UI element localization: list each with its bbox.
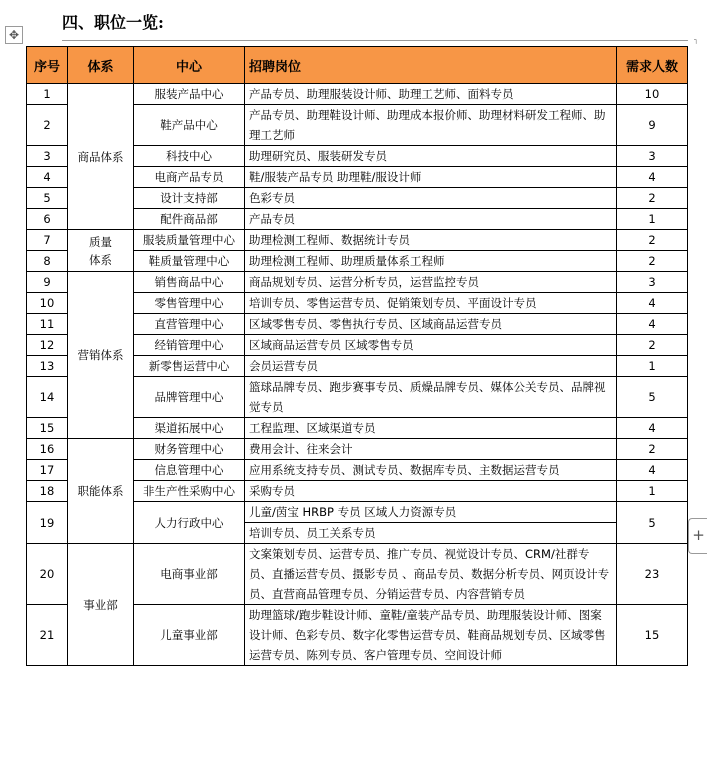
row-no: 4 (27, 167, 68, 188)
header-count: 需求人数 (617, 47, 688, 84)
count-cell: 5 (617, 502, 688, 544)
table-row (27, 230, 688, 251)
center-cell: 信息管理中心 (134, 460, 245, 481)
positions-cell: 助理检测工程师、数据统计专员 (245, 230, 617, 251)
table-row (27, 84, 688, 105)
system-cell: 营销体系 (68, 272, 134, 439)
header-center: 中心 (134, 47, 245, 84)
header-system: 体系 (68, 47, 134, 84)
center-cell: 直营管理中心 (134, 314, 245, 335)
center-cell: 品牌管理中心 (134, 377, 245, 418)
positions-cell: 产品专员、助理鞋设计师、助理成本报价师、助理材料研发工程师、助理工艺师 (245, 105, 617, 146)
center-cell: 经销管理中心 (134, 335, 245, 356)
center-cell: 鞋产品中心 (134, 105, 245, 146)
count-cell: 4 (617, 293, 688, 314)
center-cell: 服装质量管理中心 (134, 230, 245, 251)
positions-cell: 产品专员 (245, 209, 617, 230)
center-cell: 新零售运营中心 (134, 356, 245, 377)
table-row (27, 439, 688, 460)
row-no: 6 (27, 209, 68, 230)
center-cell: 设计支持部 (134, 188, 245, 209)
count-cell: 2 (617, 251, 688, 272)
positions-cell: 采购专员 (245, 481, 617, 502)
count-cell: 1 (617, 209, 688, 230)
count-cell: 2 (617, 230, 688, 251)
positions-cell: 篮球品牌专员、跑步赛事专员、质燥品牌专员、媒体公关专员、品牌视觉专员 (245, 377, 617, 418)
count-cell: 10 (617, 84, 688, 105)
table-row (27, 544, 688, 605)
center-cell: 非生产性采购中心 (134, 481, 245, 502)
row-no: 3 (27, 146, 68, 167)
positions-cell: 区域商品运营专员 区域零售专员 (245, 335, 617, 356)
row-no: 18 (27, 481, 68, 502)
count-cell: 4 (617, 167, 688, 188)
center-cell: 财务管理中心 (134, 439, 245, 460)
count-cell: 5 (617, 377, 688, 418)
center-cell: 渠道拓展中心 (134, 418, 245, 439)
table-row (27, 272, 688, 293)
center-cell: 科技中心 (134, 146, 245, 167)
count-cell: 2 (617, 439, 688, 460)
margin-corner-mark: ┐ (694, 36, 699, 44)
table-header-row (27, 47, 688, 84)
system-cell: 商品体系 (68, 84, 134, 230)
center-cell: 鞋质量管理中心 (134, 251, 245, 272)
count-cell: 1 (617, 481, 688, 502)
row-no: 14 (27, 377, 68, 418)
row-no: 10 (27, 293, 68, 314)
section-heading: 四、职位一览: (62, 13, 164, 32)
positions-cell: 助理检测工程师、助理质量体系工程师 (245, 251, 617, 272)
count-cell: 2 (617, 335, 688, 356)
count-cell: 4 (617, 418, 688, 439)
row-no: 13 (27, 356, 68, 377)
row-no: 20 (27, 544, 68, 605)
count-cell: 9 (617, 105, 688, 146)
count-cell: 15 (617, 605, 688, 666)
row-no: 12 (27, 335, 68, 356)
count-cell: 4 (617, 460, 688, 481)
positions-cell: 文案策划专员、运营专员、推广专员、视觉设计专员、CRM/社群专员、直播运营专员、摄影专员 、商品专员、数据分析专员、网页设计专员、直营商品管理专员、分销运营专员、内容营销专员 (245, 544, 617, 605)
row-no: 15 (27, 418, 68, 439)
row-no: 9 (27, 272, 68, 293)
row-no: 17 (27, 460, 68, 481)
count-cell: 1 (617, 356, 688, 377)
table-move-handle-icon[interactable]: ✥ (5, 26, 23, 44)
center-cell: 人力行政中心 (134, 502, 245, 544)
positions-cell: 商品规划专员、运营分析专员，运营监控专员 (245, 272, 617, 293)
positions-cell: 应用系统支持专员、测试专员、数据库专员、主数据运营专员 (245, 460, 617, 481)
count-cell: 3 (617, 146, 688, 167)
positions-cell: 产品专员、助理服装设计师、助理工艺师、面料专员 (245, 84, 617, 105)
count-cell: 2 (617, 188, 688, 209)
divider (62, 40, 688, 41)
center-cell: 销售商品中心 (134, 272, 245, 293)
header-positions: 招聘岗位 (245, 47, 617, 84)
positions-cell: 培训专员、零售运营专员、促销策划专员、平面设计专员 (245, 293, 617, 314)
row-no: 8 (27, 251, 68, 272)
positions-cell: 儿童/茵宝 HRBP 专员 区域人力资源专员 (245, 502, 617, 523)
positions-cell: 培训专员、员工关系专员 (245, 523, 617, 544)
positions-cell: 鞋/服装产品专员 助理鞋/服设计师 (245, 167, 617, 188)
system-cell: 事业部 (68, 544, 134, 666)
row-no: 16 (27, 439, 68, 460)
positions-cell: 色彩专员 (245, 188, 617, 209)
system-cell: 职能体系 (68, 439, 134, 544)
positions-table (26, 46, 688, 666)
center-cell: 电商产品专员 (134, 167, 245, 188)
row-no: 5 (27, 188, 68, 209)
row-no: 7 (27, 230, 68, 251)
positions-cell: 区域零售专员、零售执行专员、区域商品运营专员 (245, 314, 617, 335)
center-cell: 服装产品中心 (134, 84, 245, 105)
count-cell: 23 (617, 544, 688, 605)
add-row-button[interactable]: + (688, 518, 707, 554)
center-cell: 电商事业部 (134, 544, 245, 605)
center-cell: 零售管理中心 (134, 293, 245, 314)
system-cell: 质量 体系 (68, 230, 134, 272)
header-no: 序号 (27, 47, 68, 84)
row-no: 21 (27, 605, 68, 666)
row-no: 2 (27, 105, 68, 146)
positions-cell: 助理研究员、服装研发专员 (245, 146, 617, 167)
row-no: 1 (27, 84, 68, 105)
row-no: 19 (27, 502, 68, 544)
positions-cell: 助理篮球/跑步鞋设计师、童鞋/童装产品专员、助理服装设计师、图案设计师、色彩专员、数字化零售运营专员、鞋商品规划专员、区域零售运营专员、陈列专员、客户管理专员、空间设计师 (245, 605, 617, 666)
positions-cell: 工程监理、区域渠道专员 (245, 418, 617, 439)
count-cell: 3 (617, 272, 688, 293)
positions-cell: 会员运营专员 (245, 356, 617, 377)
row-no: 11 (27, 314, 68, 335)
center-cell: 配件商品部 (134, 209, 245, 230)
center-cell: 儿童事业部 (134, 605, 245, 666)
positions-cell: 费用会计、往来会计 (245, 439, 617, 460)
count-cell: 4 (617, 314, 688, 335)
